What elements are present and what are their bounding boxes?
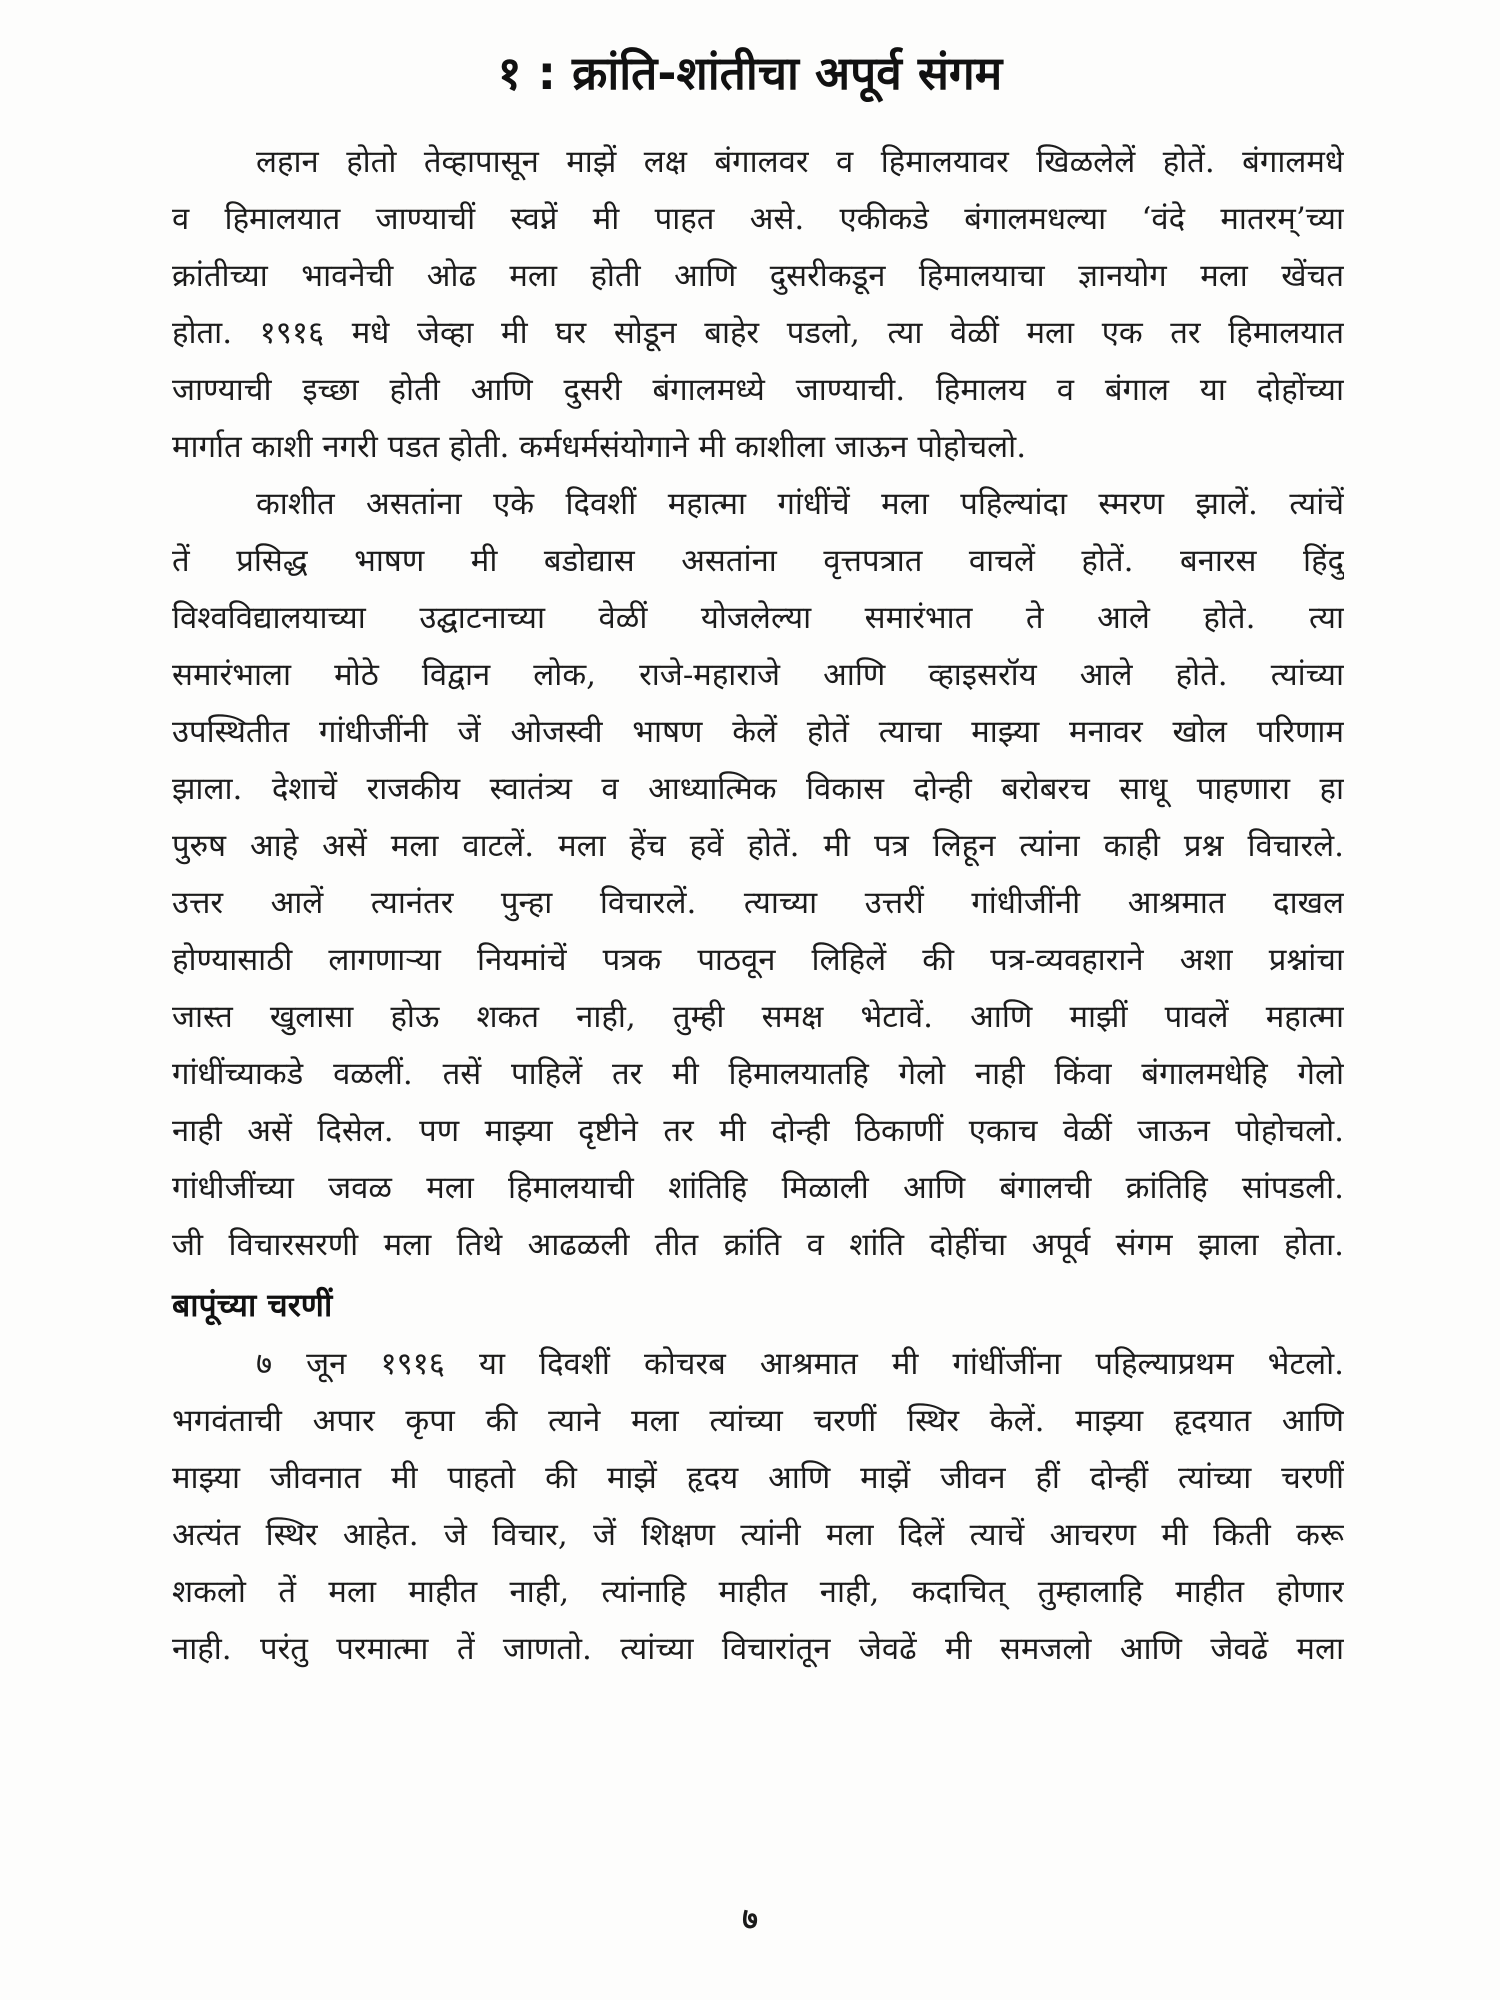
text-line: गांधींच्याकडे वळलीं. तसें पाहिलें तर मी हिमालयातहि गेलो नाही किंवा बंगालमधेहि गेलो bbox=[172, 1056, 1344, 1092]
text-line: पुरुष आहे असें मला वाटलें. मला हेंच हवें होतें. मी पत्र लिहून त्यांना काही प्रश्न विचारले. bbox=[172, 828, 1344, 864]
text-line: जास्त खुलासा होऊ शकत नाही, तुम्ही समक्ष भेटावें. आणि माझीं पावलें महात्मा bbox=[172, 999, 1344, 1035]
text-line: विश्वविद्यालयाच्या उद्घाटनाच्या वेळीं योजलेल्या समारंभात ते आले होते. त्या bbox=[172, 600, 1344, 636]
chapter-title: १ : क्रांति-शांतीचा अपूर्व संगम bbox=[497, 46, 1003, 100]
page-number: ७ bbox=[742, 1902, 758, 1937]
text-line: उत्तर आलें त्यानंतर पुन्हा विचारलें. त्याच्या उत्तरीं गांधीजींनी आश्रमात दाखल bbox=[172, 885, 1344, 921]
text-line: जाण्याची इच्छा होती आणि दुसरी बंगालमध्ये जाण्याची. हिमालय व बंगाल या दोहोंच्या bbox=[172, 372, 1344, 408]
text-line: भगवंताची अपार कृपा की त्याने मला त्यांच्या चरणीं स्थिर केलें. माझ्या हृदयात आणि bbox=[172, 1403, 1344, 1439]
text-line: अत्यंत स्थिर आहेत. जे विचार, जें शिक्षण त्यांनी मला दिलें त्याचें आचरण मी किती करू bbox=[172, 1517, 1344, 1553]
text-line: शकलो तें मला माहीत नाही, त्यांनाहि माहीत नाही, कदाचित् तुम्हालाहि माहीत होणार bbox=[172, 1574, 1344, 1610]
text-line: मार्गात काशी नगरी पडत होती. कर्मधर्मसंयोगाने मी काशीला जाऊन पोहोचलो. bbox=[172, 429, 1027, 465]
text-line: लहान होतो तेव्हापासून माझें लक्ष बंगालवर व हिमालयावर खिळलेलें होतें. बंगालमधे bbox=[256, 144, 1344, 180]
paragraph-3 bbox=[172, 1336, 1344, 1678]
text-line: व हिमालयात जाण्याचीं स्वप्नें मी पाहत असे. एकीकडे बंगालमधल्या ‘वंदे मातरम्’च्या bbox=[172, 201, 1344, 237]
text-line: ७ जून १९१६ या दिवशीं कोचरब आश्रमात मी गांधींजींना पहिल्याप्रथम भेटलो. bbox=[256, 1346, 1344, 1382]
body-text bbox=[172, 134, 1344, 1678]
text-line: समारंभाला मोठे विद्वान लोक, राजे-महाराजे आणि व्हाइसरॉय आले होते. त्यांच्या bbox=[172, 657, 1344, 693]
text-line: काशीत असतांना एके दिवशीं महात्मा गांधींचें मला पहिल्यांदा स्मरण झालें. त्यांचें bbox=[256, 486, 1344, 522]
text-line: तें प्रसिद्ध भाषण मी बडोद्यास असतांना वृत्तपत्रात वाचलें होतें. बनारस हिंदु bbox=[172, 543, 1344, 579]
paragraph-1 bbox=[172, 134, 1344, 476]
text-line: होण्यासाठी लागणाऱ्या नियमांचें पत्रक पाठवून लिहिलें की पत्र-व्यवहाराने अशा प्रश्नांचा bbox=[172, 942, 1344, 978]
text-line: जी विचारसरणी मला तिथे आढळली तीत क्रांति व शांति दोहींचा अपूर्व संगम झाला होता. bbox=[172, 1227, 1344, 1263]
text-line: नाही. परंतु परमात्मा तें जाणतो. त्यांच्या विचारांतून जेवढें मी समजलो आणि जेवढें मला bbox=[172, 1631, 1344, 1667]
text-line: माझ्या जीवनात मी पाहतो की माझें हृदय आणि माझें जीवन हीं दोन्हीं त्यांच्या चरणीं bbox=[172, 1460, 1344, 1496]
text-line: क्रांतीच्या भावनेची ओढ मला होती आणि दुसरीकडून हिमालयाचा ज्ञानयोग मला खेंचत bbox=[172, 258, 1344, 294]
text-line: नाही असें दिसेल. पण माझ्या दृष्टीने तर मी दोन्ही ठिकाणीं एकाच वेळीं जाऊन पोहोचलो. bbox=[172, 1113, 1344, 1149]
text-line: गांधीजींच्या जवळ मला हिमालयाची शांतिहि मिळाली आणि बंगालची क्रांतिहि सांपडली. bbox=[172, 1170, 1344, 1206]
text-line: होता. १९१६ मधे जेव्हा मी घर सोडून बाहेर पडलो, त्या वेळीं मला एक तर हिमालयात bbox=[172, 315, 1344, 351]
text-line: उपस्थितीत गांधीजींनी जें ओजस्वी भाषण केलें होतें त्याचा माझ्या मनावर खोल परिणाम bbox=[172, 714, 1344, 750]
section-heading: बापूंच्या चरणीं bbox=[172, 1286, 333, 1324]
paragraph-2 bbox=[172, 476, 1344, 1274]
text-line: झाला. देशाचें राजकीय स्वातंत्र्य व आध्यात्मिक विकास दोन्ही बरोबरच साधू पाहणारा हा bbox=[172, 771, 1344, 807]
